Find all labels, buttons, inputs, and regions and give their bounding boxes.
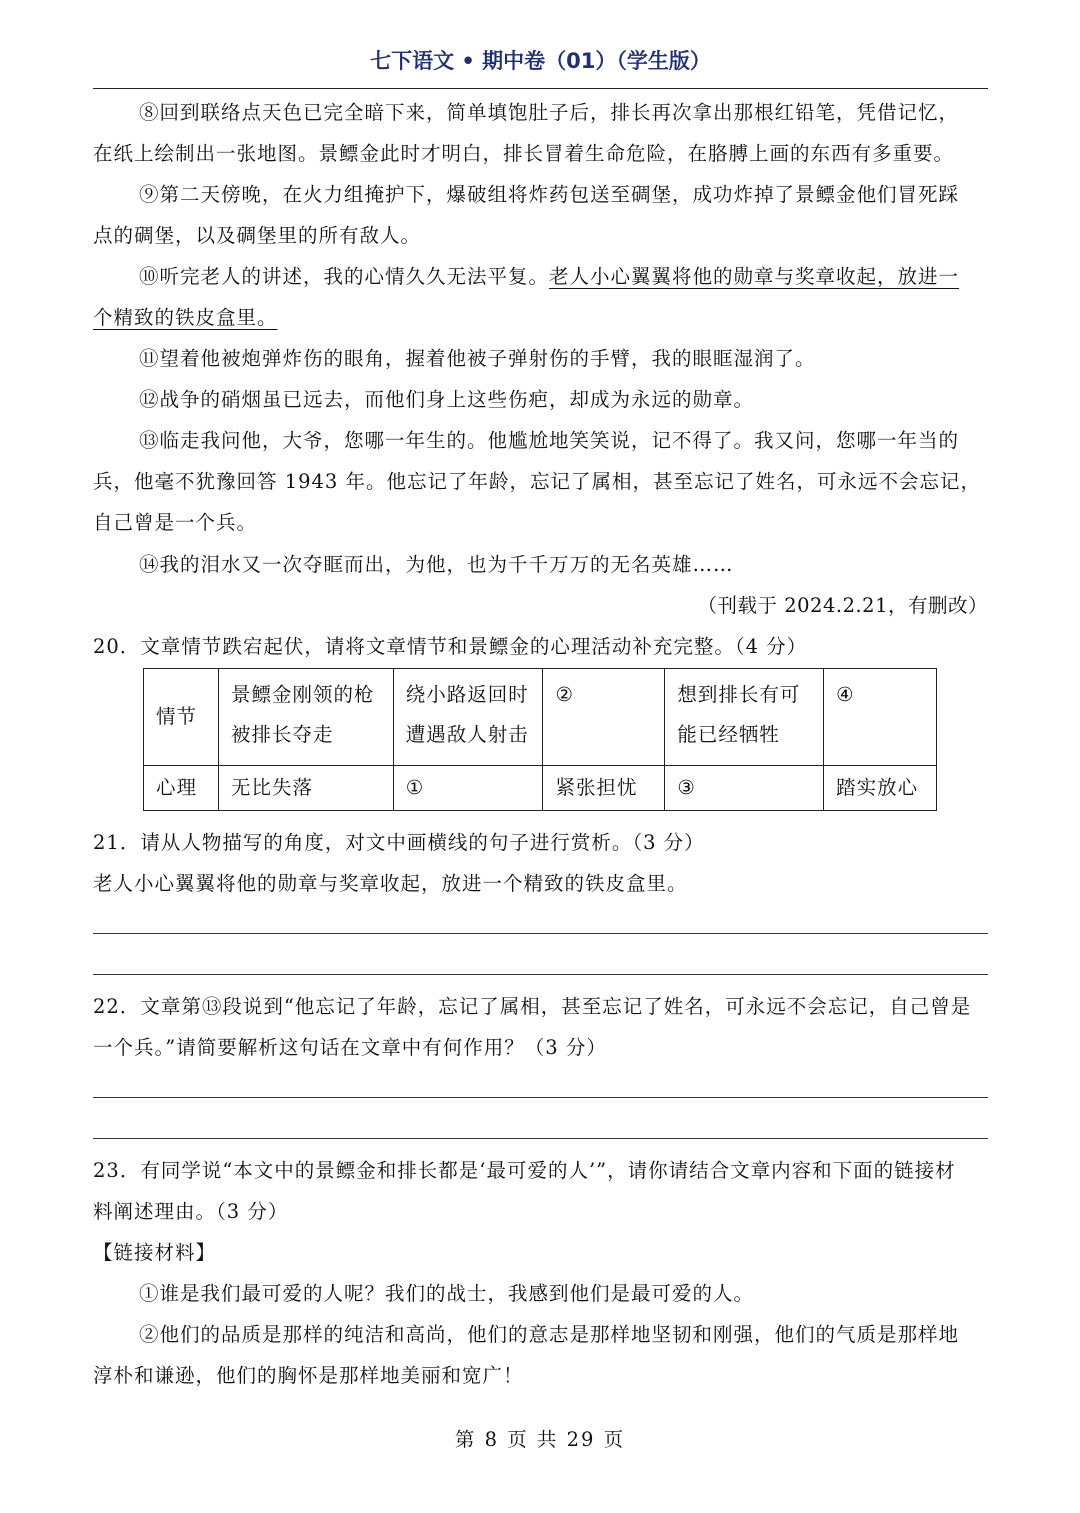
blank-cell-4[interactable]: ④ (824, 669, 937, 766)
page-number: 第 8 页 共 29 页 (454, 1428, 626, 1451)
question-21: 21．请从人物描写的角度，对文中画横线的句子进行赏析。（3 分） (93, 831, 705, 854)
row-label-mind: 心理 (144, 766, 219, 811)
table-row (144, 766, 937, 811)
paragraph-14: ⑭我的泪水又一次夺眶而出，为他，也为千千万万的无名英雄…… (139, 553, 734, 576)
paragraph-9-line-1: ⑨第二天傍晚，在火力组掩护下，爆破组将炸药包送至碉堡，成功炸掉了景鳔金他们冒死踩 (139, 183, 960, 206)
material-2-line-1: ②他们的品质是那样的纯洁和高尚，他们的意志是那样地坚韧和刚强，他们的气质是那样地 (139, 1323, 960, 1346)
underlined-sentence-part-2: 个精致的铁皮盒里。 (93, 306, 278, 329)
paragraph-13-line-3: 自己曾是一个兵。 (93, 511, 258, 534)
paragraph-13-line-2: 兵，他毫不犹豫回答 1943 年。他忘记了年龄，忘记了属相，甚至忘记了姓名，可永远不会忘记， (93, 470, 982, 493)
paragraph-8-line-2: 在纸上绘制出一张地图。景鳔金此时才明白，排长冒着生命危险，在胳膊上画的东西有多重要。 (93, 142, 955, 165)
material-2-line-2: 淳朴和谦逊，他们的胸怀是那样地美丽和宽广！ (93, 1364, 524, 1387)
answer-line[interactable] (93, 1097, 988, 1098)
question-21-quote: 老人小心翼翼将他的勋章与奖章收起，放进一个精致的铁皮盒里。 (93, 872, 688, 895)
paragraph-13-line-1: ⑬临走我问他，大爷，您哪一年生的。他尴尬地笑笑说，记不得了。我又问，您哪一年当的 (139, 429, 960, 452)
paragraph-9-line-2: 点的碉堡，以及碉堡里的所有敌人。 (93, 224, 422, 247)
answer-line[interactable] (93, 974, 988, 975)
paragraph-12: ⑫战争的硝烟虽已远去，而他们身上这些伤疤，却成为永远的勋章。 (139, 388, 755, 411)
question-23-line-1: 23．有同学说“本文中的景鳔金和排长都是‘最可爱的人’”，请你请结合文章内容和下面的链接材 (93, 1159, 956, 1182)
material-1: ①谁是我们最可爱的人呢？我们的战士，我感到他们是最可爱的人。 (139, 1282, 755, 1305)
header-title: 七下语文 • 期中卷（01）（学生版） (370, 49, 711, 73)
question-20: 20．文章情节跌宕起伏，请将文章情节和景鳔金的心理活动补充完整。（4 分） (93, 635, 808, 658)
table-cell: 无比失落 (218, 766, 393, 811)
paragraph-10-text: ⑩听完老人的讲述，我的心情久久无法平复。 (139, 265, 550, 288)
source-note: （刊载于 2024.2.21，有删改） (697, 594, 988, 617)
question-22-line-2: 一个兵。”请简要解析这句话在文章中有何作用？（3 分） (93, 1036, 607, 1059)
paragraph-11: ⑪望着他被炮弹炸伤的眼角，握着他被子弹射伤的手臂，我的眼眶湿润了。 (139, 347, 816, 370)
answer-line[interactable] (93, 1138, 988, 1139)
blank-cell-2[interactable]: ② (543, 669, 665, 766)
blank-cell-1[interactable]: ① (393, 766, 543, 811)
table-cell: 想到排长有可能已经牺牲 (665, 669, 824, 766)
paragraph-10-line-2 (93, 297, 988, 338)
table-row (144, 669, 937, 766)
table-cell: 紧张担忧 (543, 766, 665, 811)
table-cell: 踏实放心 (824, 766, 937, 811)
table-cell: 景鳔金刚领的枪被排长夺走 (218, 669, 393, 766)
row-label-plot: 情节 (144, 669, 219, 766)
question-23-line-2: 料阐述理由。（3 分） (93, 1200, 289, 1223)
plot-table (143, 668, 937, 811)
blank-cell-3[interactable]: ③ (665, 766, 824, 811)
underlined-sentence-part-1: 老人小心翼翼将他的勋章与奖章收起，放进一 (549, 265, 960, 288)
question-22-line-1: 22．文章第⑬段说到“他忘记了年龄，忘记了属相，甚至忘记了姓名，可永远不会忘记，自己曾是 (93, 995, 972, 1018)
paragraph-10-line-1 (93, 256, 988, 297)
table-cell: 绕小路返回时遭遇敌人射击 (393, 669, 543, 766)
material-title: 【链接材料】 (93, 1241, 217, 1264)
page-header (93, 44, 988, 89)
paragraph-8-line-1: ⑧回到联络点天色已完全暗下来，简单填饱肚子后，排长再次拿出那根红铅笔，凭借记忆， (139, 101, 960, 124)
answer-line[interactable] (93, 933, 988, 934)
